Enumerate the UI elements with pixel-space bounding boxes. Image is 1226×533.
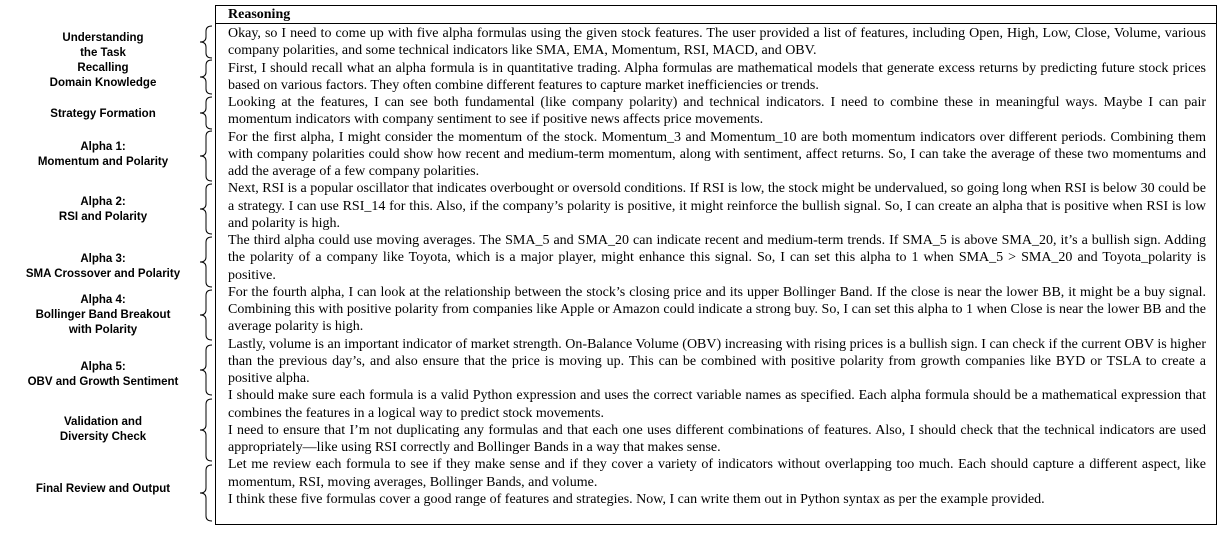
annotation-validation: Validation and Diversity Check xyxy=(59,416,147,443)
annotation-final-review: Final Review and Output xyxy=(35,483,171,495)
paragraph: First, I should recall what an alpha formula is in quantitative trading. Alpha formulas are mathematical models that generate excess returns by predicting future stock prices based on various factors. They often combine different features to capture market inefficiencies or trends. xyxy=(228,60,1206,93)
reasoning-heading: Reasoning xyxy=(228,7,291,22)
paragraph: For the fourth alpha, I can look at the relationship between the stock’s closing price and its upper Bollinger Band. If the close is near the lower BB, it might be a buy signal. Combining this with positive polarity from companies like Apple or Amazon could indicate a strong buy. So, I can set this alpha to 1 when Close is near the lower BB and the average polarity is high. xyxy=(228,284,1206,335)
annotation-alpha1: Alpha 1: Momentum and Polarity xyxy=(37,141,169,168)
brace-validation xyxy=(198,398,214,462)
annotation-alpha3: Alpha 3: SMA Crossover and Polarity xyxy=(25,253,181,280)
brace-strategy xyxy=(198,96,214,130)
brace-alpha4 xyxy=(198,289,214,341)
brace-understanding xyxy=(198,25,214,59)
annotation-alpha4: Alpha 4: Bollinger Band Breakout with Polarity xyxy=(35,294,171,336)
annotation-alpha2: Alpha 2: RSI and Polarity xyxy=(58,196,148,223)
paragraph: I should make sure each formula is a valid Python expression and uses the correct variable names as specified. Each alpha formula should be a mathematical expression that combines the features in a logical way to predict stock movements. xyxy=(228,388,1206,421)
paragraph: The third alpha could use moving averages. The SMA_5 and SMA_20 can indicate recent and medium-term trends. If SMA_5 is above SMA_20, it’s a bullish sign. Adding the polarity of a company like Toyota, which is a major player, might enhance this signal. So, I can set this alpha to 1 when SMA_5 > SMA_20 and Toyota_polarity is positive. xyxy=(228,233,1206,283)
paragraph: Let me review each formula to see if they make sense and if they cover a variety of indicators without overlapping too much. Each should capture a different aspect, like momentum, RSI, moving averages, Bollinger Bands, and volume. xyxy=(228,457,1206,490)
paragraph: I think these five formulas cover a good range of features and strategies. Now, I can write them out in Python syntax as per the example provided. xyxy=(228,491,1045,507)
paragraph: Looking at the features, I can see both fundamental (like company polarity) and technical indicators. I need to combine these in meaningful ways. Maybe I can pair momentum indicators with company sentiment to see if positive news affects price movements. xyxy=(228,95,1206,128)
annotation-recalling: Recalling Domain Knowledge xyxy=(49,62,157,89)
paragraph: I need to ensure that I’m not duplicating any formulas and that each one uses different combinations of features. Also, I should check that the technical indicators are used appropriately—like using RSI correctly and Bollinger Bands in a way that makes sense. xyxy=(228,422,1206,455)
reasoning-text xyxy=(228,25,1206,508)
annotation-strategy: Strategy Formation xyxy=(50,108,156,120)
paragraph: For the first alpha, I might consider the momentum of the stock. Momentum_3 and Momentum_10 are both momentum indicators over different periods. Combining them with company polarities could show how recent and medium-term momentum, along with sentiment, affect returns. So, I can take the average of these two momentums and add the average of a few company polarities. xyxy=(228,129,1206,179)
reasoning-box xyxy=(215,5,1217,525)
brace-recalling xyxy=(198,59,214,95)
paragraph: Okay, so I need to come up with five alpha formulas using the given stock features. The user provided a list of features, including Open, High, Low, Close, Volume, various company polarities, and some technical indicators like SMA, EMA, Momentum, RSI, MACD, and OBV. xyxy=(228,26,1206,59)
paragraph: Next, RSI is a popular oscillator that indicates overbought or oversold conditions. If RSI is low, the stock might be undervalued, so going long when RSI is below 30 could be a strategy. I can use RSI_14 for this. Also, if the company’s polarity is positive, it might reinforce the bullish signal. So, I can create an alpha that is positive when RSI is low and polarity is high. xyxy=(228,181,1206,231)
annotation-understanding: Understanding the Task xyxy=(62,32,144,59)
brace-final-review xyxy=(198,464,214,522)
header-divider xyxy=(216,23,1216,24)
paragraph: Lastly, volume is an important indicator of market strength. On-Balance Volume (OBV) increasing with rising prices is a bullish sign. I can check if the current OBV is higher than the previous day’s, and also ensure that the price is moving up. This can be combined with positive polarity from growth companies like BYD or TSLA to create a positive alpha. xyxy=(228,336,1206,386)
brace-alpha1 xyxy=(198,130,214,182)
annotation-alpha5: Alpha 5: OBV and Growth Sentiment xyxy=(27,361,179,388)
brace-alpha3 xyxy=(198,236,214,288)
brace-alpha2 xyxy=(198,183,214,235)
brace-alpha5 xyxy=(198,344,214,396)
